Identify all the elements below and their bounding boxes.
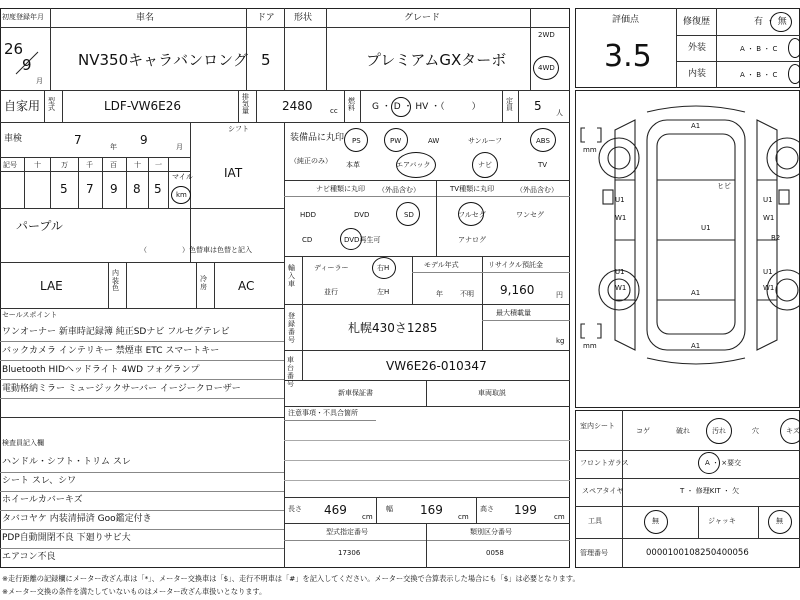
interior-item: 汚れ	[712, 427, 726, 435]
shape-label: 形状	[294, 13, 313, 23]
pw-circle	[384, 128, 408, 152]
door-value: 5	[261, 51, 271, 69]
mileage-label: 記号	[3, 161, 17, 169]
length-label: 長さ	[288, 505, 302, 513]
repair-label: 修復歴	[683, 17, 711, 27]
diagram-mark: U1	[763, 268, 773, 276]
interior-color-label: 内装色	[112, 269, 119, 293]
class-designation-label: 類別区分番号	[470, 528, 512, 536]
model-year-unit: 年	[436, 290, 443, 298]
mileage-unit-label: 万	[61, 161, 68, 169]
height-label: 高さ	[480, 505, 494, 513]
km-label: km	[176, 191, 187, 199]
sales-point-line: 電動格納ミラー ミュージックサーバー イージークローザー	[2, 384, 241, 394]
navi-item: DVD再生可	[344, 236, 381, 244]
equipment-item: AW	[428, 137, 440, 145]
inspector-note-line: エアコン不良	[2, 552, 56, 562]
navi-item: DVD	[354, 211, 370, 219]
date-slash-icon	[12, 48, 42, 78]
diagram-mark: W1	[615, 214, 627, 222]
color-note: （ ）色替車は色替と記入	[140, 246, 252, 254]
equipment-item: TV	[538, 161, 548, 169]
exterior-options: A ・ B ・ C	[740, 45, 778, 53]
footer-note: ※メーター交換の条件を満たしていないものはメーター改ざん車扱いとなります。	[2, 587, 267, 596]
inspector-note-line: シート スレ、シワ	[2, 476, 77, 486]
sales-points-label: セールスポイント	[2, 311, 58, 319]
navi-sublabel: （外品含む）	[378, 186, 420, 194]
mileage-digit: 8	[133, 182, 141, 196]
tv-label: TV種類に丸印	[450, 185, 495, 193]
width-value: 169	[420, 503, 443, 517]
color-value: パープル	[16, 219, 63, 233]
model-year-value: 不明	[460, 290, 474, 298]
ps-circle	[344, 128, 368, 152]
equipment-item: ABS	[536, 137, 550, 145]
mileage-unit-label: 百	[110, 161, 117, 169]
warranty-new-car: 新車保証書	[338, 389, 373, 397]
inspection-month: 9	[140, 133, 148, 147]
diagram-mark: A1	[691, 122, 701, 130]
shift-label: シフト	[228, 125, 249, 133]
grade-value: プレミアムGXターボ	[366, 51, 507, 69]
displacement-value: 2480	[282, 99, 313, 113]
km-circle	[171, 186, 191, 204]
diagram-mark: U1	[615, 196, 625, 204]
length-unit: cm	[362, 513, 373, 521]
import-left-hand: 左H	[377, 288, 390, 296]
scratch-circle	[780, 418, 800, 444]
interior-item: キズ	[786, 427, 800, 435]
tv-item: フルセグ	[458, 211, 486, 219]
tv-sublabel: （外品含む）	[516, 186, 558, 194]
windshield-label: フロントガラス	[580, 459, 629, 467]
interior-grade-options: A ・ B ・ C	[740, 71, 778, 79]
sales-point-line: Bluetooth HIDヘッドライト 4WD フォグランプ	[2, 365, 200, 375]
drive-4wd: 4WD	[538, 64, 555, 72]
navi-item: SD	[404, 211, 414, 219]
fuel-d-circle	[391, 97, 411, 117]
door-label: ドア	[257, 13, 275, 23]
mileage-digit: 7	[86, 182, 94, 196]
inspector-note-line: ホイールカバーキズ	[2, 495, 83, 505]
drive-4wd-circle	[533, 56, 559, 80]
diagram-mark: U1	[763, 196, 773, 204]
aircon-label: 冷房	[200, 275, 207, 291]
tv-item: アナログ	[458, 236, 486, 244]
sales-point-line: ワンオーナー 新車時記録簿 純正SDナビ フルセグテレビ	[2, 327, 230, 337]
width-unit: cm	[458, 513, 469, 521]
windshield-options: A ・ ×要交	[705, 459, 742, 467]
displacement-unit: cc	[330, 107, 338, 115]
type-designation-label: 型式指定番号	[326, 528, 368, 536]
sd-circle	[396, 202, 420, 226]
windshield-a-circle	[698, 452, 720, 474]
class-designation-value: 0058	[486, 549, 504, 557]
mileage-digit: 9	[110, 182, 118, 196]
reg-month: 9	[22, 56, 32, 74]
recycle-deposit-unit: 円	[556, 291, 563, 299]
mileage-unit-label: 千	[86, 161, 93, 169]
inspector-note-line: PDP自動開閉不良 下廻りサビ大	[2, 533, 131, 543]
evaluation-label: 評価点	[612, 15, 640, 25]
diagram-mark: U1	[615, 268, 625, 276]
tools-label: 工具	[588, 517, 602, 525]
footer-note: ※走行距離の記録欄にメーター改ざん車は「*」、メーター交換車は「$」、走行不明車は「#」を記入してください。メーター交換で合算表示した場合にも「$」は必要となります。	[2, 574, 580, 583]
inspector-note-line: ハンドル・シフト・トリム スレ	[2, 457, 131, 467]
interior-item: コゲ	[636, 427, 650, 435]
import-parallel: 並行	[324, 288, 338, 296]
reg-year: 26	[4, 40, 24, 58]
import-label: 輸入車	[288, 264, 295, 289]
reg-month-unit: 月	[36, 77, 43, 85]
inspector-notes-label: 検査員記入欄	[2, 439, 44, 447]
jack-none-circle	[768, 510, 792, 534]
right-hand-circle	[372, 257, 396, 279]
management-value: 0000100108250400056	[646, 548, 749, 558]
diagram-mark: W1	[615, 284, 627, 292]
jack-value: 無	[776, 517, 783, 525]
warranty-manual: 車両取説	[478, 389, 506, 397]
mile-label: マイル	[172, 173, 193, 181]
exterior-c-circle	[788, 38, 800, 58]
max-load-label: 最大積載量	[496, 309, 531, 317]
import-right-hand: 右H	[377, 264, 390, 272]
diagram-mark: ヒビ	[717, 182, 731, 190]
inspection-label: 車検	[4, 134, 23, 144]
recycle-deposit-label: リサイクル預託金	[488, 261, 544, 269]
diagram-mm-bottom: mm	[583, 342, 597, 350]
mileage-unit-label: 一	[155, 161, 162, 169]
mileage-unit-label: 十	[34, 161, 41, 169]
capacity-unit: 人	[556, 109, 563, 117]
mileage-digit: 5	[60, 182, 68, 196]
car-name-label: 車名	[136, 13, 155, 23]
navi-item: HDD	[300, 211, 317, 219]
plate-value: 札幌430さ1285	[348, 321, 438, 335]
max-load-unit: kg	[556, 337, 565, 345]
model-year-label: モデル年式	[424, 261, 459, 269]
tools-value: 無	[652, 517, 659, 525]
caution-label: 注意事項・不具合箇所	[288, 409, 358, 417]
management-label: 管理番号	[580, 549, 608, 557]
equipment-item: PS	[352, 137, 361, 145]
height-value: 199	[514, 503, 537, 517]
use-value: 自家用	[4, 99, 41, 113]
diagram-mark: U1	[701, 224, 711, 232]
aircon-value: AC	[238, 279, 255, 293]
equipment-item: ナビ	[478, 161, 492, 169]
capacity-value: 5	[534, 99, 542, 113]
model-label: 型式	[48, 97, 55, 112]
inspector-note-line: タバコヤケ 内装清掃済 Goo鑑定付き	[2, 514, 152, 524]
navi-item: CD	[302, 236, 313, 244]
plate-label: 登録番号	[288, 312, 295, 345]
evaluation-score: 3.5	[604, 39, 652, 74]
recycle-code: LAE	[40, 279, 63, 293]
diagram-mark: A1	[691, 342, 701, 350]
navi-label: ナビ種類に丸印	[316, 185, 365, 193]
displacement-label: 排気量	[242, 93, 249, 115]
shift-value: IAT	[224, 166, 243, 180]
airbag-circle	[396, 152, 436, 178]
abs-circle	[530, 128, 556, 152]
grade-label: グレード	[404, 13, 441, 23]
equipment-item: エアバック	[396, 161, 431, 169]
interior-seat-label: 室内シート	[580, 422, 615, 430]
spare-tire-label: スペアタイヤ	[582, 487, 624, 495]
drive-2wd: 2WD	[538, 31, 555, 39]
chassis-label: 車台番号	[287, 356, 294, 389]
interior-c-circle	[788, 64, 800, 84]
tools-none-circle	[644, 510, 668, 534]
navi-circle	[472, 152, 498, 178]
diagram-mm-top: mm	[583, 146, 597, 154]
tv-item: ワンセグ	[516, 211, 544, 219]
diagram-mark: B2	[771, 234, 781, 242]
diagram-mark: W1	[763, 284, 775, 292]
jack-label: ジャッキ	[708, 517, 736, 525]
length-value: 469	[324, 503, 347, 517]
equipment-item: サンルーフ	[468, 137, 503, 145]
import-dealer: ディーラー	[314, 264, 349, 272]
mileage-digit: 5	[154, 182, 162, 196]
equipment-label: 装備品に丸印	[290, 133, 345, 143]
capacity-label: 定員	[506, 97, 513, 112]
sales-point-line: バックカメラ インテリキー 禁煙車 ETC スマートキー	[2, 346, 220, 356]
dvd-play-circle	[340, 228, 362, 250]
fullseg-circle	[458, 202, 484, 226]
inspection-month-unit: 月	[176, 143, 183, 151]
equipment-sublabel: （純正のみ）	[290, 157, 332, 165]
stain-circle	[706, 418, 732, 444]
diagram-mark: W1	[763, 214, 775, 222]
car-name-value: NV350キャラバンロング	[78, 51, 248, 69]
recycle-deposit-value: 9,160	[500, 283, 535, 297]
reg-date-label: 初度登録年月	[2, 13, 44, 21]
inspection-year: 7	[74, 133, 82, 147]
equipment-item: 本革	[346, 161, 360, 169]
vehicle-diagram	[575, 90, 800, 408]
interior-item: 穴	[752, 427, 759, 435]
type-designation-value: 17306	[338, 549, 361, 557]
model-value: LDF-VW6E26	[104, 99, 182, 113]
width-label: 幅	[386, 505, 393, 513]
exterior-label: 外装	[688, 43, 707, 53]
inspection-year-unit: 年	[110, 143, 117, 151]
diagram-mark: A1	[691, 289, 701, 297]
interior-item: 破れ	[676, 427, 690, 435]
fuel-options: G ・ D ・ HV ・（ ）	[372, 102, 481, 112]
height-unit: cm	[554, 513, 565, 521]
repair-options: 有 ・ 無	[754, 17, 787, 27]
equipment-item: PW	[390, 137, 402, 145]
mileage-unit-label: 十	[134, 161, 141, 169]
fuel-label: 燃料	[348, 97, 355, 112]
interior-grade-label: 内装	[688, 69, 707, 79]
main-form	[0, 8, 570, 568]
chassis-value: VW6E26-010347	[386, 359, 487, 373]
spare-tire-options: T ・ 修理KIT ・ 欠	[680, 487, 740, 495]
repair-none-circle	[770, 12, 792, 32]
